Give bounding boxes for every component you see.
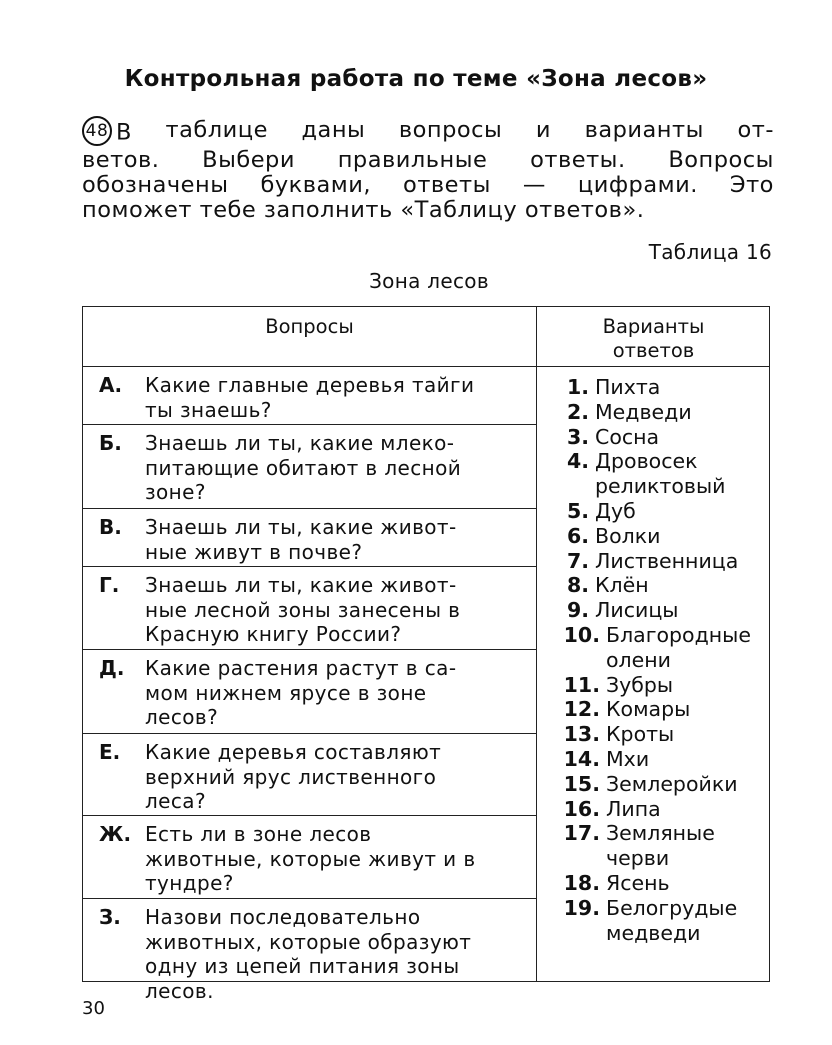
table-label: Таблица 16 bbox=[648, 240, 772, 264]
task-line: поможет тебе заполнить «Таблицу ответов». bbox=[82, 197, 645, 223]
answer-number: 6. bbox=[566, 523, 589, 548]
answer-item bbox=[555, 623, 765, 673]
question-row bbox=[83, 367, 536, 424]
answer-number: 19. bbox=[563, 895, 600, 920]
question-text: Назови последовательно животных, которые образуют одну из цепей питания зоны лесов. bbox=[145, 905, 472, 1003]
question-row bbox=[83, 898, 536, 1003]
answer-item bbox=[555, 598, 765, 623]
question-row bbox=[83, 649, 536, 733]
answer-number: 15. bbox=[563, 771, 600, 796]
answer-item bbox=[555, 499, 765, 524]
questions-table bbox=[82, 306, 770, 1003]
question-letter: Ж. bbox=[99, 822, 132, 846]
column-header-answers: Варианты ответов bbox=[602, 315, 705, 362]
question-letter: Б. bbox=[99, 431, 122, 455]
answer-text: Пихта bbox=[595, 375, 661, 399]
answer-number: 11. bbox=[563, 672, 600, 697]
column-divider bbox=[536, 307, 537, 981]
answer-item bbox=[555, 896, 765, 946]
answer-text: Мхи bbox=[606, 746, 650, 771]
question-letter: З. bbox=[99, 905, 121, 929]
question-row bbox=[83, 566, 536, 649]
question-text: Какие главные деревья тайги ты знаешь? bbox=[145, 373, 475, 422]
answer-text: Благородные олени bbox=[606, 622, 751, 672]
page-number: 30 bbox=[82, 998, 105, 1019]
answer-number: 8. bbox=[566, 573, 589, 598]
task-number: 48 bbox=[82, 116, 112, 146]
answer-number: 10. bbox=[563, 622, 600, 647]
answer-item bbox=[555, 549, 765, 574]
answer-text: Волки bbox=[595, 523, 661, 548]
answer-number: 2. bbox=[566, 399, 589, 424]
answer-text: Ясень bbox=[606, 870, 670, 895]
column-header-questions: Вопросы bbox=[265, 315, 354, 338]
answer-number: 13. bbox=[563, 722, 600, 747]
question-text: Какие растения растут в самом нижнем ярусе в зоне лесов? bbox=[145, 656, 457, 729]
task-number-badge: 48 В bbox=[82, 118, 132, 148]
answer-text: Комары bbox=[606, 697, 691, 722]
answer-text: Лиственница bbox=[595, 548, 739, 573]
answer-item bbox=[555, 400, 765, 425]
answer-item bbox=[555, 772, 765, 797]
task-line: ветов. Выбери правильные ответы. Вопросы bbox=[82, 147, 774, 173]
task-instructions bbox=[82, 118, 774, 223]
answer-item bbox=[555, 821, 765, 871]
question-row bbox=[83, 815, 536, 898]
answer-text: Кроты bbox=[606, 722, 675, 747]
page-title: Контрольная работа по теме «Зона лесов» bbox=[124, 66, 708, 92]
answer-number: 1. bbox=[566, 375, 589, 399]
answer-number: 3. bbox=[566, 424, 589, 449]
question-text: Какие деревья составляют верхний ярус лиственного леса? bbox=[145, 740, 442, 813]
answer-item bbox=[555, 375, 765, 400]
answer-item bbox=[555, 747, 765, 772]
answer-options bbox=[555, 375, 765, 945]
answer-text: Зубры bbox=[606, 672, 674, 697]
question-letter: В. bbox=[99, 515, 122, 539]
answer-number: 18. bbox=[563, 870, 600, 895]
answer-text: Земляные черви bbox=[606, 821, 715, 871]
answer-text: Дуб bbox=[595, 498, 636, 523]
answer-item bbox=[555, 871, 765, 896]
task-line: 48 В таблице даны вопросы и варианты от- bbox=[82, 118, 774, 148]
answer-text: Белогрудые медведи bbox=[606, 895, 738, 945]
question-letter: А. bbox=[99, 373, 123, 397]
question-text: Знаешь ли ты, какие млекопитающие обитают в лесной зоне? bbox=[145, 431, 462, 504]
answer-item bbox=[555, 722, 765, 747]
table-title: Зона лесов bbox=[369, 269, 489, 293]
answer-text: Медведи bbox=[595, 399, 692, 424]
question-letter: Г. bbox=[99, 573, 120, 597]
question-row bbox=[83, 733, 536, 815]
answer-number: 12. bbox=[563, 697, 600, 722]
question-row bbox=[83, 508, 536, 566]
answer-number: 9. bbox=[566, 598, 589, 623]
answer-item bbox=[555, 673, 765, 698]
answer-number: 17. bbox=[563, 821, 600, 846]
answer-text: Липа bbox=[606, 796, 661, 821]
answer-item bbox=[555, 425, 765, 450]
answer-text: Сосна bbox=[595, 424, 660, 449]
answer-number: 5. bbox=[566, 498, 589, 523]
question-letter: Е. bbox=[99, 740, 121, 764]
question-row bbox=[83, 424, 536, 508]
answer-number: 16. bbox=[563, 796, 600, 821]
answer-item bbox=[555, 449, 765, 499]
answer-text: Клён bbox=[595, 573, 649, 598]
answer-item bbox=[555, 697, 765, 722]
answer-number: 7. bbox=[566, 548, 589, 573]
answer-number: 4. bbox=[566, 449, 589, 474]
question-text: Есть ли в зоне лесов животные, которые живут и в тундре? bbox=[145, 822, 476, 895]
answer-text: Лисицы bbox=[595, 598, 679, 623]
answer-item bbox=[555, 524, 765, 549]
answer-text: Землеройки bbox=[606, 771, 738, 796]
question-text: Знаешь ли ты, какие животные лесной зоны занесены в Красную книгу России? bbox=[145, 573, 461, 646]
answer-item bbox=[555, 573, 765, 598]
task-line: обозначены буквами, ответы — цифрами. Это bbox=[82, 172, 774, 198]
answer-text: Дровосек реликтовый bbox=[595, 449, 726, 499]
question-text: Знаешь ли ты, какие животные живут в почве? bbox=[145, 515, 457, 564]
question-letter: Д. bbox=[99, 656, 125, 680]
answer-number: 14. bbox=[563, 746, 600, 771]
answer-item bbox=[555, 797, 765, 822]
